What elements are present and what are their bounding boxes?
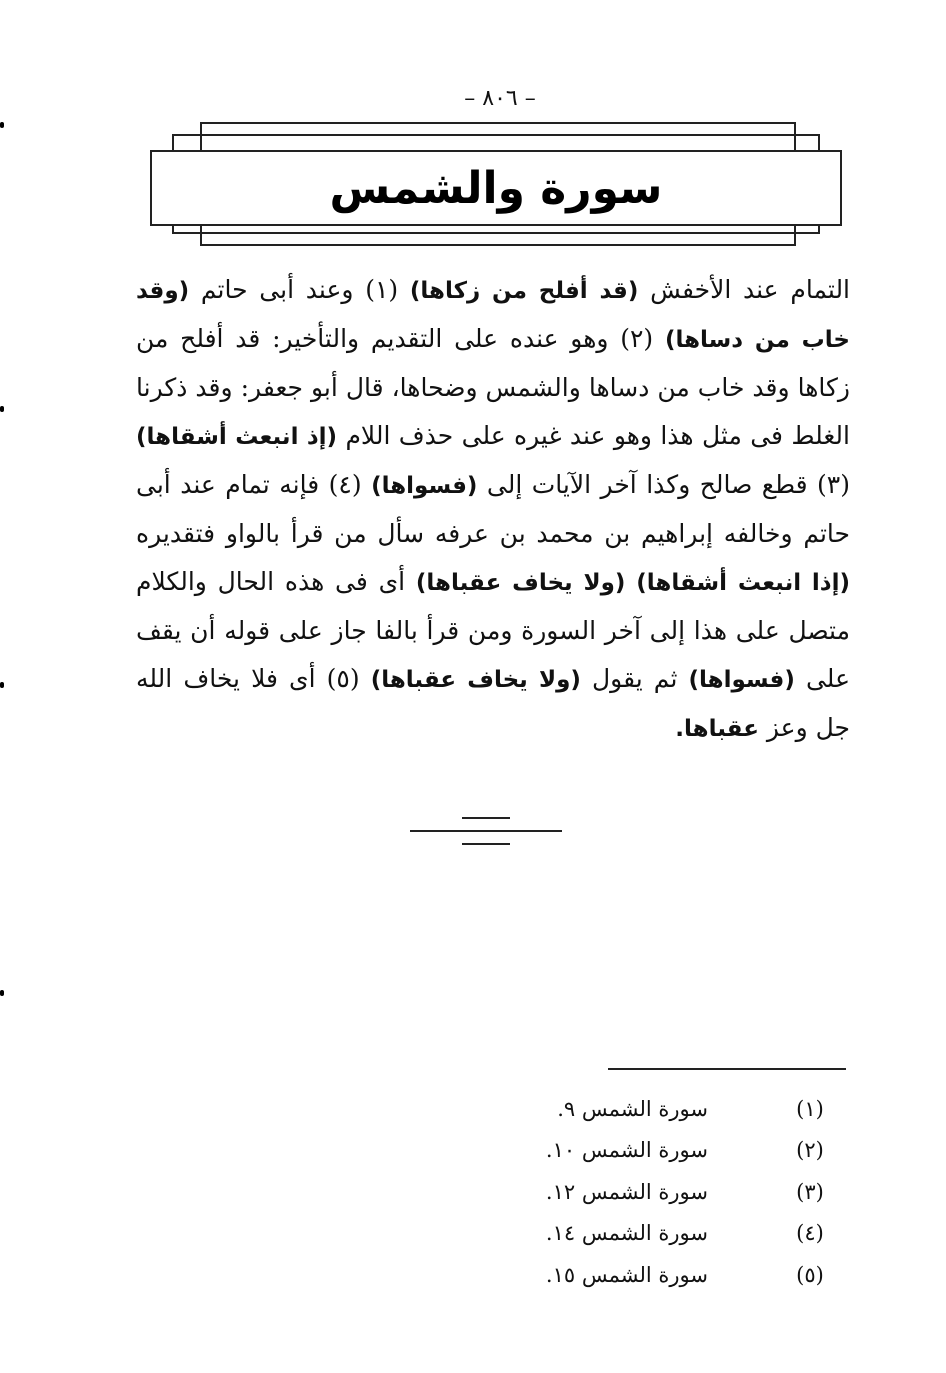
footnote-item — [500, 1130, 840, 1172]
body-text-run: ثم يقول — [580, 664, 689, 693]
body-text-run: أى فى هذه الحال والكلام متصل على هذا إلى آخر السورة ومن قرأ بالفا جاز على قوله أن يقف على — [136, 567, 851, 693]
footnote-text: سورة الشمس ١٠. — [545, 1138, 708, 1163]
margin-speck — [0, 406, 4, 412]
footnote-item — [500, 1171, 840, 1213]
body-text-run: (٢) وهو عنده على التقديم والتأخير: قد أفلح من زكاها وقد خاب من دساها والشمس وضحاها، قال أبو جعفر: وقد ذكرنا الغلط فى مثل هذا وهو عند غيره على حذف اللام — [136, 324, 850, 450]
body-paragraph — [136, 266, 850, 753]
margin-speck — [0, 990, 4, 996]
footnote-number: (٣) — [796, 1179, 824, 1204]
surah-title: سورة والشمس — [329, 162, 663, 214]
body-text-run: التمام عند الأخفش — [638, 275, 851, 304]
footnote-number: (٢) — [796, 1138, 824, 1163]
quran-quote: (فسواها) — [688, 667, 795, 693]
quran-quote: (ولا يخاف عقباها) — [370, 667, 581, 693]
separator-line-top — [462, 817, 510, 819]
quran-quote: عقباها. — [675, 716, 759, 742]
body-text-run: (٣) قطع صالح وكذا آخر الآيات إلى — [477, 470, 850, 499]
separator-line-middle — [410, 830, 562, 832]
separator-line-bottom — [462, 843, 510, 845]
body-text-run — [625, 567, 636, 596]
quran-quote: (إذ انبعث أشقاها) — [136, 424, 338, 450]
footnote-text: سورة الشمس ٩. — [557, 1096, 708, 1121]
quran-quote: (قد أفلح من زكاها) — [409, 278, 639, 304]
footnote-text: سورة الشمس ١٢. — [545, 1179, 708, 1204]
footnote-item — [500, 1213, 840, 1255]
footnote-text: سورة الشمس ١٤. — [545, 1221, 708, 1246]
page-number: – ٨٠٦ – — [464, 86, 536, 111]
margin-speck — [0, 682, 4, 688]
quran-quote: (ولا يخاف عقباها) — [415, 570, 626, 596]
body-text-run: (١) وعند أبى حاتم — [189, 275, 410, 304]
body-text-run: (٥) أى فلا يخاف الله جل وعز — [136, 664, 850, 742]
footnote-item — [500, 1088, 840, 1130]
title-frame — [150, 150, 842, 226]
quran-quote: (إذا انبعث أشقاها) — [636, 570, 851, 596]
footnote-number: (١) — [796, 1096, 824, 1121]
margin-speck — [0, 122, 4, 128]
footnote-number: (٤) — [796, 1221, 824, 1246]
footnote-number: (٥) — [796, 1262, 824, 1287]
footnote-item — [500, 1254, 840, 1296]
body-text-run: (٤) فإنه تمام عند أبى حاتم وخالفه إبراهيم بن محمد بن عرفه سأل من قرأ بالواو فتقديره — [136, 470, 850, 548]
footnote-rule — [608, 1068, 846, 1070]
quran-quote: (وقد خاب من دساها) — [136, 278, 850, 353]
footnote-text: سورة الشمس ١٥. — [545, 1262, 708, 1287]
footnote-list — [500, 1088, 840, 1296]
quran-quote: (فسواها) — [371, 473, 478, 499]
